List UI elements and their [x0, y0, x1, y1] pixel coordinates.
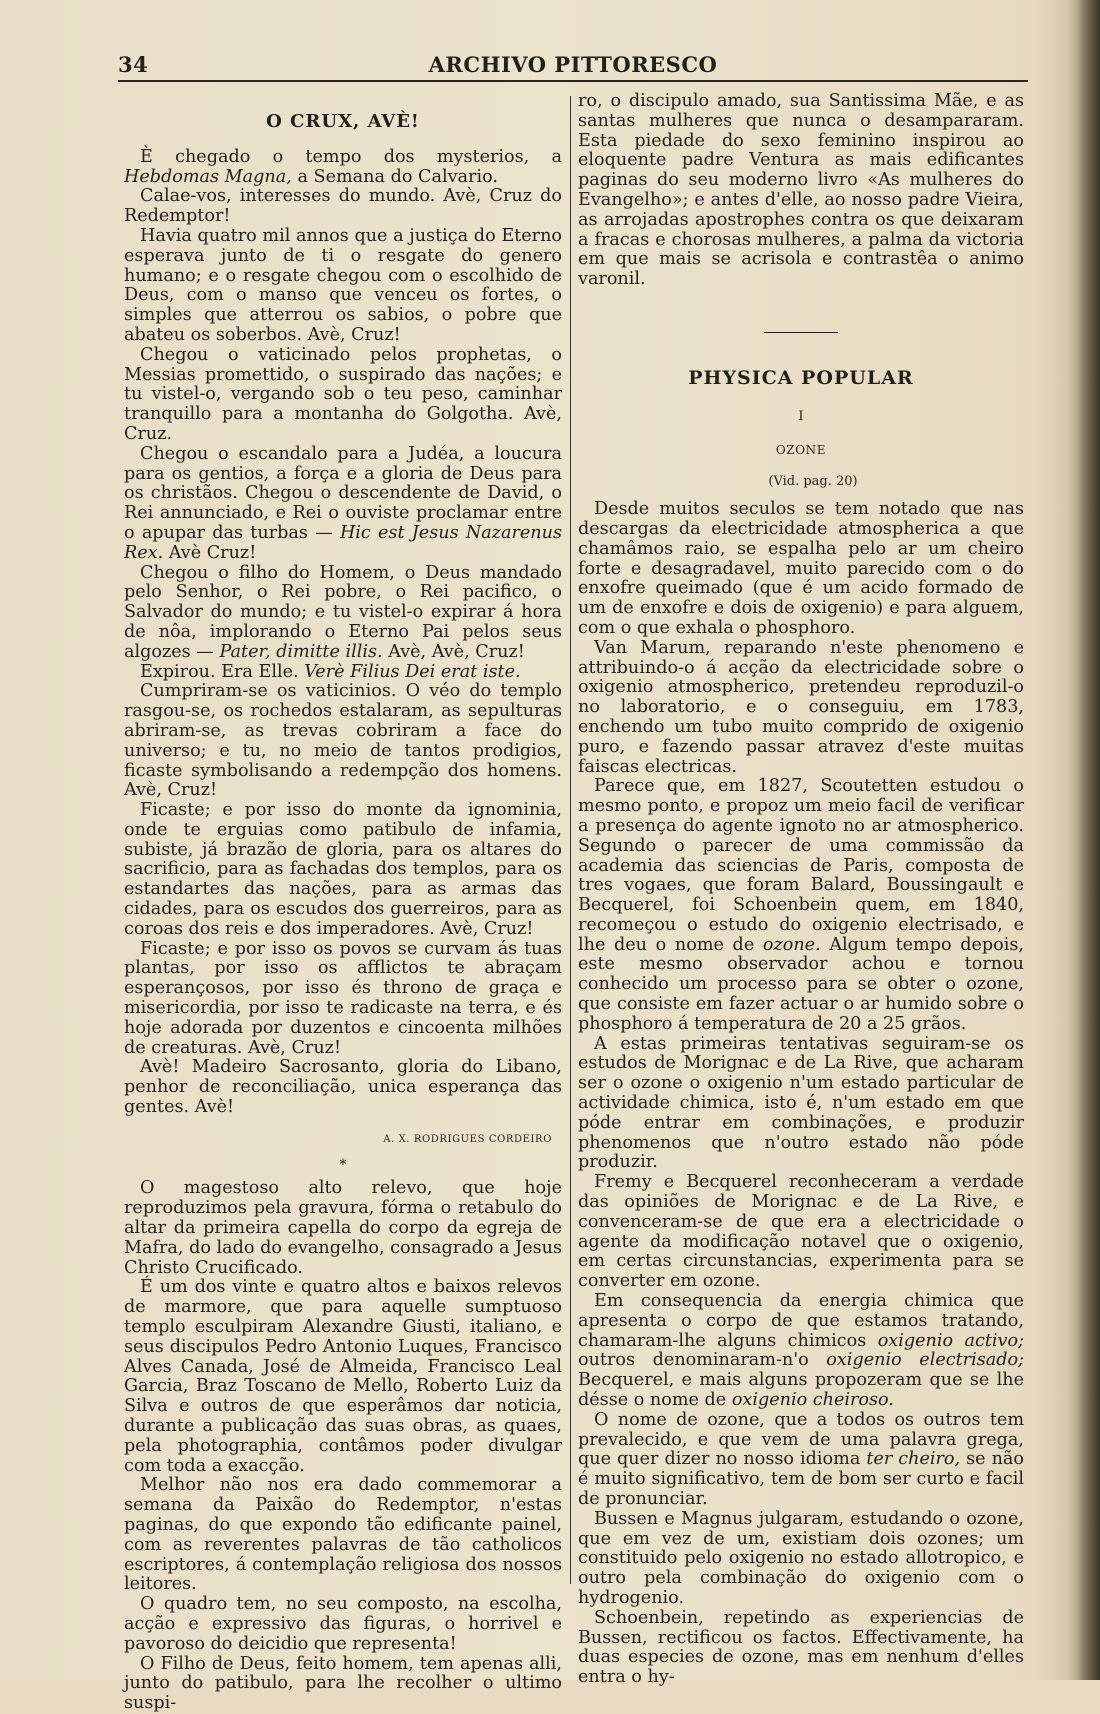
running-title: ARCHIVO PITTORESCO	[428, 52, 718, 77]
column-rule	[570, 96, 571, 1584]
paragraph: Schoenbein, repetindo as experiencias de Bussen, rectificou os factos. Effectivamente, ha duas especies de ozone, mas em nenhum d'elles entra o hy-	[578, 1607, 1024, 1688]
right-column	[578, 92, 1024, 1688]
paragraph: O Filho de Deus, feito homem, tem apenas alli, junto do patibulo, para lhe recolher o ultimo suspi-	[124, 1653, 562, 1714]
article-heading-crux: O CRUX, AVÈ!	[266, 111, 420, 132]
article-heading-physica: PHYSICA POPULAR	[688, 366, 914, 389]
paragraph: Havia quatro mil annos que a justiça do Eterno esperava junto de ti o resgate do genero humano; e o resgate chegou com o escolhido de Deus, com o manso que venceu os fortes, o simples que atterrou os sabios, o pobre que abateu os soberbos. Avè, Cruz!	[124, 225, 562, 345]
author-signature: A. X. RODRIGUES CORDEIRO	[383, 1133, 552, 1145]
header-rule	[118, 80, 1028, 82]
paragraph: É um dos vinte e quatro altos e baixos relevos de marmore, que para aquelle sumptuoso templo esculpiram Alexandre Giusti, italiano, e seus discipulos Pedro Antonio Luques, Francisco Alves Canada, José de Almeida, Francisco Leal Garcia, Braz Toscano de Mello, Roberto Luiz da Silva e outros de que esperâmos dar noticia, durante a publicação das suas obras, as quaes, pela photographia, contâmos poder divulgar com toda a exacção.	[124, 1277, 562, 1476]
paragraph: Em consequencia da energia chimica que apresenta o corpo de que estamos tratando, chamaram-lhe alguns chimicos oxigenio activo; outros denominaram-n'o oxigenio electrisado; Becquerel, e mais alguns propozeram que se lhe désse o nome de oxigenio cheiroso.	[578, 1291, 1024, 1411]
page-reference: (Vid. pag. 20)	[768, 474, 858, 490]
paragraph: O quadro tem, no seu composto, na escolha, acção e expressivo das figuras, o horrivel e pavoroso do deicidio que representa!	[124, 1594, 562, 1654]
paragraph: Van Marum, reparando n'este phenomeno e attribuindo-o á acção da electricidade sobre o oxigenio atmospherico, pretendeu reproduzil-o no laboratorio, e o conseguiu, em 1783, enchendo um tubo muito comprido de oxigenio puro, e fazendo passar atravez d'este muitas faiscas electricas.	[578, 637, 1024, 777]
paragraph: A estas primeiras tentativas seguiram-se os estudos de Morignac e de La Rive, que acharam ser o ozone o oxigenio n'um estado particular de actividade chimica, isto é, n'um estado em que póde entrar em combinações, e produzir phenomenos que n'outro estado não póde produzir.	[578, 1033, 1024, 1173]
paragraph: Bussen e Magnus julgaram, estudando o ozone, que em vez de um, existiam dois ozones; um constituido pelo oxigenio no estado allotropico, e outro pela combinação do oxigenio com o hydrogenio.	[578, 1508, 1024, 1608]
paragraph: Ficaste; e por isso do monte da ignominia, onde te erguias como patibulo de infamia, subiste, já brazão de gloria, para os altares do sacrificio, para as fachadas dos templos, para os estandartes das nações, para as armas das cidades, para os escudos dos guerreiros, para as coroas dos reis e dos imperadores. Avè, Cruz!	[124, 800, 562, 939]
continued-paragraph: ro, o discipulo amado, sua Santissima Mãe, e as santas mulheres que nunca o desampararam. Esta piedade do sexo feminino inspirou ao eloquente padre Ventura as mais edificantes paginas do seu moderno livro «As mulheres do Evangelho»; e antes d'elle, ao nosso padre Vieira, as arrojadas apostrophes contra os que deixaram a fracas e chorosas mulheres, a palma da victoria em que mais se acrisola e contrastêa o animo varonil.	[578, 91, 1024, 290]
paragraph: Chegou o filho do Homem, o Deus mandado pelo Senhor, o Rei pobre, o Rei pacifico, o Salvador do mundo; e tu vistel-o expirar á hora de nôa, implorando o Eterno Pai pelos seus algozes — Pater, dimitte illis. Avè, Avè, Cruz!	[124, 562, 562, 662]
paragraph: Melhor não nos era dado commemorar a semana da Paixão do Redemptor, n'estas paginas, do que expondo tão edificante painel, com as reverentes palavras de tão catholicos escriptores, á contemplação religiosa dos nossos leitores.	[124, 1475, 562, 1595]
paragraph: Avè! Madeiro Sacrosanto, gloria do Libano, penhor de reconciliação, unica esperança das gentes. Avè!	[124, 1057, 562, 1118]
paragraph: È chegado o tempo dos mysterios, a Hebdomas Magna, a Semana do Calvario.	[124, 146, 562, 187]
paragraph: Chegou o vaticinado pelos prophetas, o Messias promettido, o suspirado das nações; e tu vistel-o, vergando sob o teu peso, caminhar tranquillo para a montanha do Golgotha. Avè, Cruz.	[124, 344, 562, 444]
section-asterisk: *	[339, 1156, 347, 1173]
section-number: I	[798, 408, 804, 424]
paragraph: Ficaste; e por isso os povos se curvam ás tuas plantas, por isso os afflictos te abraçam esperançosos, por isso és throno de graça e misericordia, por isso te radicaste na terra, e és hoje adorada por duzentos e cincoenta milhões de creaturas. Avè, Cruz!	[124, 938, 562, 1058]
left-column	[124, 92, 562, 1714]
paragraph: Chegou o escandalo para a Judéa, a loucura para os gentios, a força e a gloria de Deus para os christãos. Chegou o descendente de David, o Rei annunciado, e Rei o ouviste proclamar entre o apupar das turbas — Hic est Jesus Nazarenus Rex. Avè Cruz!	[124, 443, 562, 563]
paragraph: Parece que, em 1827, Scoutetten estudou o mesmo ponto, e propoz um meio facil de verificar a presença do agente ignoto no ar atmospherico. Segundo o parecer de uma commissão da academia das sciencias de Paris, composta de tres vogaes, que foram Balard, Boussingault e Becquerel, foi Schoenbein quem, em 1840, recomeçou o estudo do oxigenio electrisado, e lhe deu o nome de ozone. Algum tempo depois, este mesmo observador achou e tornou conhecido um processo para se obter o ozone, que consiste em fazer actuar o ar humido sobre o phosphoro á temperatura de 20 a 25 grãos.	[578, 776, 1025, 1034]
paragraph: Expirou. Era Elle. Verè Filius Dei erat iste.	[140, 661, 521, 682]
paragraph: Fremy e Becquerel reconheceram a verdade das opiniões de Morignac e de La Rive, e convenceram-se de que era a electricidade o agente da modificação notavel que o oxigenio, em certas circunstancias, experimenta para se converter em ozone.	[578, 1172, 1024, 1292]
subheading-ozone: OZONE	[775, 442, 827, 457]
page-number: 34	[118, 52, 149, 77]
paragraph: O magestoso alto relevo, que hoje reproduzimos pela gravura, fórma o retabulo do altar da primeira capella do corpo da egreja de Mafra, do lado do evangelho, consagrado a Jesus Christo Crucificado.	[124, 1178, 562, 1278]
paragraph: Calae-vos, interesses do mundo. Avè, Cruz do Redemptor!	[124, 186, 562, 227]
paragraph: Cumpriram-se os vaticinios. O véo do templo rasgou-se, os rochedos estalaram, as sepulturas abriram-se, as trevas cobriram a face do universo; e tu, no meio de tantos prodigios, ficaste symbolisando a redempção dos homens. Avè, Cruz!	[124, 681, 562, 801]
section-divider	[764, 332, 838, 333]
paragraph: O nome de ozone, que a todos os outros tem prevalecido, e que vem de uma palavra grega, que quer dizer no nosso idioma ter cheiro, se não é muito significativo, tem de bom ser curto e facil de pronunciar.	[578, 1409, 1024, 1509]
paragraph: Desde muitos seculos se tem notado que nas descargas da electricidade atmospherica a que chamâmos raio, se espalha pelo ar um cheiro forte e desagradavel, muito parecido com o do enxofre queimado (que é um acido formado de um de enxofre e dois de oxigenio) e para alguem, com o que exhala o phosphoro.	[578, 499, 1024, 638]
page-edge-shadow	[1078, 0, 1100, 1680]
page-header	[118, 52, 1028, 80]
